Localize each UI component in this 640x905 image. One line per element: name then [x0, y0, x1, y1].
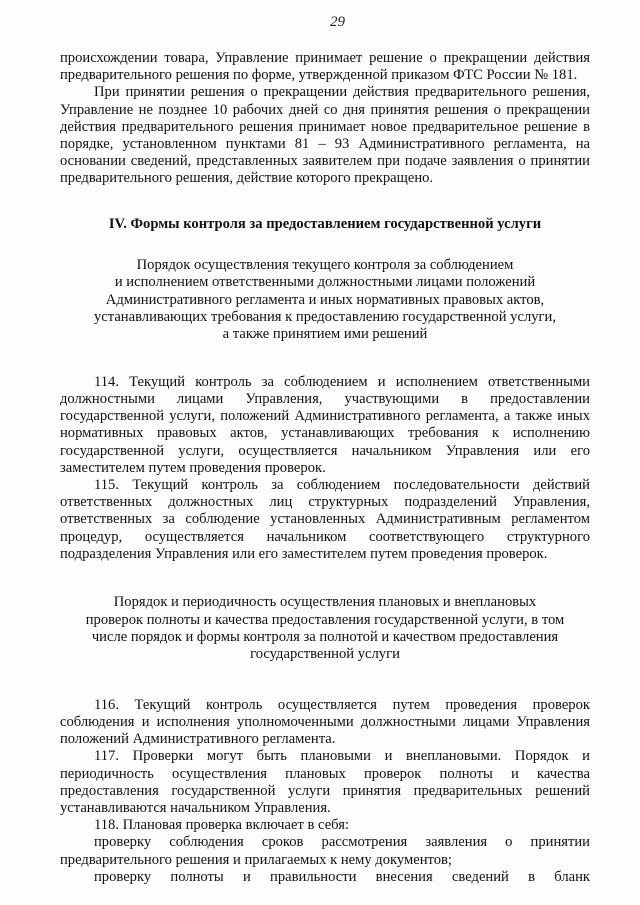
paragraph-117: 117. Проверки могут быть плановыми и внеплановыми. Порядок и периодичность осуществления плановых проверок полноты и качества предоставления государственной услуги принятия предварительных решений устанавливаются начальником Управления.: [60, 748, 590, 816]
subheading-line: Порядок осуществления текущего контроля за соблюдением: [136, 256, 514, 273]
paragraph-termination-decision: При принятии решения о прекращении действия предварительного решения, Управление не позднее 10 рабочих дней со дня принятия решения о прекращении действия предварительного решения принимает новое предварительное решение в порядке, установленном пунктами 81 – 93 Административного регламента, на основании сведений, представленных заявителем при подаче заявления о принятии предварительного решения, действие которого прекращено.: [60, 84, 590, 187]
subheading-line: и исполнением ответственными должностными лицами положений: [114, 274, 536, 291]
section-heading: IV. Формы контроля за предоставлением государственной услуги: [108, 215, 542, 232]
subheading-current-control: [60, 257, 590, 344]
subheading-line: Порядок и периодичность осуществления плановых и внеплановых: [113, 594, 537, 611]
document-body: [60, 50, 590, 886]
paragraph-115: 115. Текущий контроль за соблюдением последовательности действий ответственных должностных лиц структурных подразделений Управления, ответственных за соблюдение установленных Административным регламентом процедур, осуществляется начальником соответствующего структурного подразделения Управления или его заместителем путем проведения проверок.: [60, 477, 590, 562]
subheading-line: проверок полноты и качества предоставления государственной услуги, в том: [85, 611, 565, 628]
paragraph-group-116-118: [60, 697, 590, 886]
subheading-line: Административного регламента и иных нормативных правовых актов,: [105, 291, 545, 308]
paragraph-118-item-2: проверку полноты и правильности внесения сведений в бланк: [94, 868, 590, 885]
subheading-inspections: [60, 594, 590, 664]
paragraph-116: 116. Текущий контроль осуществляется путем проведения проверок соблюдения и исполнения уполномоченными должностными лицами Управления положений Административного регламента.: [60, 696, 590, 748]
subheading-line: а также принятием ими решений: [222, 326, 428, 343]
page-number: 29: [330, 14, 345, 30]
paragraph-group-114-115: [60, 374, 590, 563]
paragraph-continuation: происхождении товара, Управление принимает решение о прекращении действия предварительного решения по форме, утвержденной приказом ФТС России № 181.: [60, 50, 590, 84]
paragraph-118: 118. Плановая проверка включает в себя:: [94, 817, 349, 834]
subheading-line: государственной услуги: [250, 646, 400, 663]
subheading-line: числе порядок и формы контроля за полнотой и качеством предоставления: [91, 628, 559, 645]
paragraph-114: 114. Текущий контроль за соблюдением и исполнением ответственными должностными лицами Управления, участвующими в предоставлении государственной услуги, положений Административного регламента, а также иных нормативных правовых актов, устанавливающих требования к исполнению государственной услуги, осуществляется начальником Управления или его заместителем путем проведения проверок.: [60, 373, 590, 476]
subheading-line: устанавливающих требования к предоставлению государственной услуги,: [94, 309, 556, 326]
paragraph-118-item-1: проверку соблюдения сроков рассмотрения заявления о принятии предварительного решения и прилагаемых к нему документов;: [60, 834, 590, 868]
